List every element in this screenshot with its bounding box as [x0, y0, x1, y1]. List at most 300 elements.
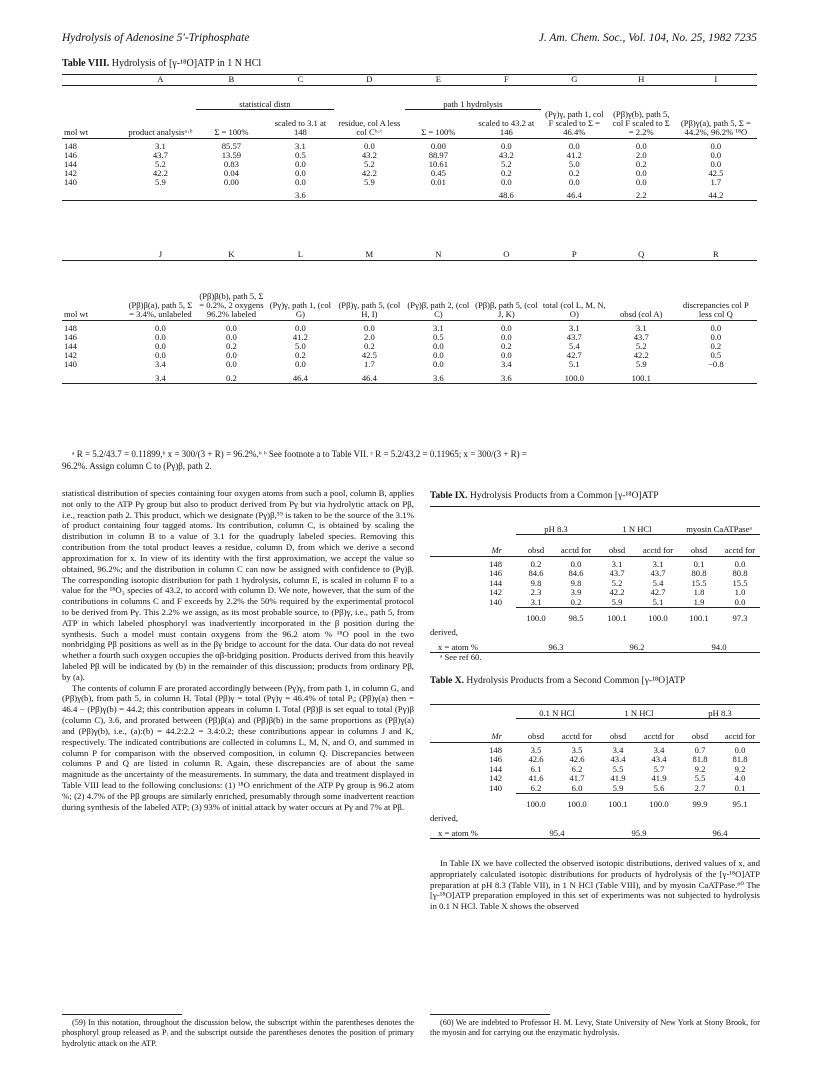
- table-cell: 48.6: [472, 187, 541, 201]
- sub-header: obsd: [516, 719, 556, 743]
- table-cell: 0.0: [295, 359, 306, 370]
- table-cell: 4.0: [734, 773, 746, 784]
- table-cell: 0.2: [500, 167, 512, 178]
- table-cell: 0.83: [223, 158, 239, 169]
- table-cell: 88.97: [428, 149, 449, 160]
- table-row: [430, 579, 760, 588]
- table-cell: [125, 187, 196, 201]
- table10-caption-label: Table X.: [430, 676, 464, 686]
- table-row: [62, 342, 757, 351]
- table-cell: 0.0: [635, 140, 647, 151]
- row-mw-cell: 148: [489, 559, 502, 569]
- running-header-left: Hydrolysis of Adenosine 5′-Triphosphate: [62, 32, 250, 44]
- table-cell: 46.4: [334, 369, 405, 383]
- table-cell: 9.8: [530, 577, 542, 588]
- derived-x-value: 95.9: [598, 824, 680, 839]
- table-cell: 0.0: [295, 323, 306, 334]
- col-letter: F: [472, 75, 541, 86]
- footnote-59: (59) In this notation, throughout the discussion below, the subscript within the parentheses denotes the phosphoryl group released as Pᵢ and the subscript outside the parentheses denotes the position of primary hydrolytic attack on the ATP.: [62, 1018, 414, 1048]
- table8-footnote-line: 96.2%. Assign column C to (Pγ)β, path 2.: [62, 461, 212, 472]
- table-cell: 0.0: [710, 158, 722, 169]
- sub-header: acctd for: [556, 535, 596, 557]
- table-cell: 42.2: [152, 167, 168, 178]
- table-cell: 0.0: [500, 332, 512, 343]
- col-letter: I: [675, 75, 757, 86]
- table9-footnote: ᵃ See ref 60.: [440, 652, 482, 662]
- table-cell: [405, 187, 472, 201]
- table-cell: 0.0: [570, 559, 582, 569]
- table-cell: 5.2: [364, 158, 375, 169]
- sum-cell: 100.0: [556, 794, 598, 810]
- col-letter: C: [267, 75, 334, 86]
- sum-row: [62, 369, 757, 383]
- table8-caption-text: Hydrolysis of [γ-¹⁸O]ATP in 1 N HCl: [111, 58, 262, 69]
- sum-cell: 100.1: [596, 608, 638, 624]
- table-row: [62, 351, 757, 360]
- mol-wt-header: mol wt: [62, 261, 125, 321]
- table-cell: 44.2: [675, 187, 757, 201]
- col-letter: E: [405, 75, 472, 86]
- table-cell: 43.4: [610, 754, 626, 765]
- table-cell: 5.0: [295, 341, 306, 352]
- table-row: [430, 557, 760, 570]
- table-cell: 41.7: [569, 773, 585, 784]
- mr-header: Mr: [430, 719, 516, 743]
- col-J-header: (Pβ)β(a), path 5, Σ = 3.4%, unlabeled: [125, 261, 196, 321]
- table-cell: 42.5: [708, 167, 724, 178]
- table-row: [430, 755, 760, 764]
- table-cell: 43.7: [609, 568, 625, 579]
- table-cell: 2.7: [694, 782, 706, 793]
- table-cell: 0.2: [226, 341, 237, 352]
- table-cell: 10.61: [428, 158, 449, 169]
- table-cell: 0.00: [223, 176, 239, 187]
- table-cell: 0.0: [734, 596, 746, 607]
- row-mw-cell: 148: [64, 140, 77, 151]
- table-cell: 0.0: [295, 176, 306, 187]
- col-L-header: (Pγ)γ, path 1, (col G): [267, 261, 334, 321]
- table-cell: 0.2: [500, 341, 512, 352]
- row-mw-cell: 146: [489, 568, 502, 579]
- table-row: [430, 774, 760, 783]
- table-cell: 0.2: [635, 158, 647, 169]
- table-cell: 0.01: [430, 176, 446, 187]
- body-paragraph: In Table IX we have collected the observed isotopic distributions, derived values of x, and appropriately calculated isotopic distributions for products of hydrolysis of the [γ-¹⁸O]ATP preparation at pH 8.3 (Table VII), in 1 N HCl (Table VIII), and by myosin CaATPase.⁶⁰ The [γ-¹⁸O]ATP preparation employed in this set of experiments was not subjected to hydrolysis in 0.1 N HCl. Table X shows the observed: [430, 858, 760, 912]
- sum-cell: 97.3: [720, 608, 760, 624]
- table-cell: 42.5: [361, 350, 377, 361]
- row-mw-cell: 140: [64, 359, 77, 370]
- col-E-header: Σ = 100%: [405, 110, 472, 139]
- sub-header: acctd for: [638, 535, 678, 557]
- sub-header: obsd: [598, 719, 638, 743]
- table-cell: 100.0: [541, 369, 608, 383]
- table-row: [430, 743, 760, 756]
- row-mw-cell: 146: [64, 149, 77, 160]
- derived-x-value: 96.3: [516, 638, 596, 653]
- table-cell: 42.2: [361, 167, 377, 178]
- table10-group-header: pH 8.3: [680, 705, 760, 719]
- table-cell: 5.1: [652, 596, 664, 607]
- table9-group-header: 1 N HCl: [596, 507, 678, 535]
- col-K-header: (Pβ)β(b), path 5, Σ = 0.2%, 2 oxygens 96.2% labeled: [196, 261, 267, 321]
- table-cell: 43.4: [651, 754, 667, 765]
- table-cell: 6.2: [530, 782, 542, 793]
- table-cell: 85.57: [221, 140, 242, 151]
- table-cell: 5.9: [611, 596, 623, 607]
- table-cell: 3.4: [612, 745, 624, 755]
- sub-header: obsd: [596, 535, 638, 557]
- table9-caption: [430, 491, 659, 501]
- table-cell: 0.0: [432, 350, 444, 361]
- table-row: [430, 588, 760, 597]
- table-cell: 0.0: [364, 140, 375, 151]
- table-cell: 46.4: [267, 369, 334, 383]
- table-cell: 0.0: [500, 323, 512, 334]
- col-D-header: residue, col A less col Cᵇ·ᶜ: [334, 110, 405, 139]
- x-atom-label: x = atom %: [430, 638, 516, 653]
- table-cell: 0.0: [635, 167, 647, 178]
- running-header-right: J. Am. Chem. Soc., Vol. 104, No. 25, 1982 7235: [538, 32, 757, 44]
- table-cell: 0.0: [295, 158, 306, 169]
- table-cell: 0.0: [568, 140, 580, 151]
- table9-caption-label: Table IX.: [430, 491, 468, 501]
- row-mw-cell: 144: [64, 341, 77, 352]
- table-cell: 41.9: [610, 773, 626, 784]
- table-cell: 2.0: [364, 332, 375, 343]
- table-row: [62, 138, 757, 151]
- table10-caption-text: Hydrolysis Products from a Second Common [γ-¹⁸O]ATP: [466, 676, 686, 686]
- table-cell: 81.8: [732, 754, 748, 765]
- table-cell: 0.0: [155, 350, 166, 361]
- body-paragraph: The contents of column F are prorated accordingly between (Pγ)γ, from path 1, in column G, and (Pβ)γ(b), from path 5, in column H. Total (Pβ)γ = total (Pγ)γ = 46.4% of total Pᵢ; (Pβ)γ(a) then = 46.4 − (Pβ)γ(b) = 44.2; this contribution appears in column I. Total (Pβ)β is set equal to total (Pγ)β (column C), 3.6, and prorated between (Pβ)β(a) and (Pβ)β(b) in the same proportions as (Pβ)γ(a) and (Pβ)γ(b), i.e., (a):(b) = 44.2:2.2 = 3.4:0.2; these contributions appear in columns J and K, respectively. The indicated contributions are collected in columns L, M, N, and O, and summed in column P for comparison with the observed composition, in column Q. Discrepancies between columns P and Q are listed in column R. Again, these discrepancies are of about the same magnitude as the uncertainty of the measurements. In summary, the data and treatment displayed in Table VIII lead to the following conclusions: (1) ¹⁸O enrichment of the ATP Pγ group is 96.2 atom %; (2) 4.7% of the Pβ groups are similarly enriched, presumably through some inadvertent reaction during synthesis of the labeled ATP; (3) 93% of initial attack by water occurs at Pγ and 7% at Pβ.: [62, 682, 414, 812]
- table-cell: 43.2: [498, 149, 514, 160]
- derived-x-value: 96.2: [596, 638, 678, 653]
- sub-header: obsd: [678, 535, 720, 557]
- table-cell: 2.3: [530, 587, 542, 598]
- table-cell: 3.4: [500, 359, 512, 370]
- table-cell: 3.1: [295, 140, 306, 151]
- table-cell: 5.2: [611, 577, 623, 588]
- sum-row: [430, 794, 760, 810]
- table-cell: 41.2: [292, 332, 308, 343]
- col-P-header: total (col L, M, N, O): [541, 261, 608, 321]
- table-row: [430, 569, 760, 578]
- row-mw-cell: 144: [489, 763, 502, 774]
- table-cell: 3.4: [155, 359, 166, 370]
- table-cell: 100.1: [608, 369, 675, 383]
- table-cell: 15.5: [691, 577, 707, 588]
- statistical-distn-header: statistical distn: [196, 86, 334, 110]
- table-cell: 1.9: [693, 596, 705, 607]
- table-cell: 0.5: [295, 149, 306, 160]
- table-cell: 43.7: [633, 332, 649, 343]
- table-cell: 0.45: [430, 167, 446, 178]
- table-cell: 9.2: [694, 763, 706, 774]
- table-cell: 5.4: [568, 341, 580, 352]
- row-mw-cell: 140: [64, 176, 77, 187]
- mr-header: Mr: [430, 535, 516, 557]
- table-cell: 5.4: [652, 577, 664, 588]
- col-letter: P: [541, 250, 608, 261]
- table8-caption: [62, 58, 261, 69]
- table-cell: 5.9: [364, 176, 375, 187]
- sub-header: obsd: [516, 535, 556, 557]
- table10: [430, 704, 760, 839]
- table-cell: 5.0: [568, 158, 580, 169]
- row-mw-cell: 142: [489, 773, 502, 784]
- table-row: [62, 333, 757, 342]
- sum-row: [62, 187, 757, 201]
- table-cell: 41.9: [651, 773, 667, 784]
- table-cell: 81.8: [692, 754, 708, 765]
- table-cell: 3.4: [125, 369, 196, 383]
- derived-x-value: 95.4: [516, 824, 598, 839]
- row-mw-cell: 144: [64, 158, 77, 169]
- table-cell: 3.9: [570, 587, 582, 598]
- row-mw-cell: 142: [64, 167, 77, 178]
- table-cell: [334, 187, 405, 201]
- col-letter: J: [125, 250, 196, 261]
- table-row: [430, 765, 760, 774]
- col-Q-header: obsd (col A): [608, 261, 675, 321]
- table-cell: 0.0: [226, 332, 237, 343]
- table-cell: 5.2: [155, 158, 166, 169]
- table-cell: 0.5: [710, 350, 722, 361]
- table-cell: 43.7: [650, 568, 666, 579]
- table-cell: 5.1: [568, 359, 580, 370]
- table-cell: 0.1: [693, 559, 705, 569]
- table-cell: 5.5: [694, 773, 706, 784]
- table-cell: 42.2: [633, 350, 649, 361]
- table-cell: 3.6: [472, 369, 541, 383]
- col-B-header: Σ = 100%: [196, 110, 267, 139]
- table-cell: 6.1: [530, 763, 542, 774]
- row-mw-cell: 146: [489, 754, 502, 765]
- table-cell: 0.0: [710, 140, 722, 151]
- table-cell: [196, 187, 267, 201]
- table-cell: 1.7: [364, 359, 375, 370]
- table-cell: 9.2: [734, 763, 746, 774]
- table-cell: 1.8: [693, 587, 705, 598]
- left-column-text: [62, 488, 414, 812]
- table-cell: 0.04: [223, 167, 239, 178]
- row-mw-cell: [62, 369, 125, 383]
- table-cell: 3.6: [267, 187, 334, 201]
- table10-caption: [430, 676, 760, 688]
- table-cell: 42.2: [609, 587, 625, 598]
- table-cell: 42.6: [569, 754, 585, 765]
- table-cell: 5.9: [612, 782, 624, 793]
- table-cell: 42.7: [566, 350, 582, 361]
- mol-wt-header: mol wt: [62, 110, 125, 139]
- col-letter: B: [196, 75, 267, 86]
- derived-x-value: 94.0: [678, 638, 760, 653]
- table-cell: 0.0: [568, 176, 580, 187]
- derived-x-value: 96.4: [680, 824, 760, 839]
- table-row: [62, 360, 757, 369]
- table-cell: 5.6: [653, 782, 665, 793]
- sum-cell: 100.1: [678, 608, 720, 624]
- table8-part1: [62, 74, 757, 201]
- sum-cell: 98.5: [556, 608, 596, 624]
- table-cell: 1.0: [734, 587, 746, 598]
- sub-header: acctd for: [638, 719, 680, 743]
- sum-cell: 100.0: [638, 794, 680, 810]
- col-C-header: scaled to 3.1 at 148: [267, 110, 334, 139]
- table-cell: 80.8: [691, 568, 707, 579]
- table9-group-header: pH 8.3: [516, 507, 596, 535]
- sum-cell: 99.9: [680, 794, 720, 810]
- table-cell: 0.2: [568, 167, 580, 178]
- col-R-header: discrepancies col P less col Q: [675, 261, 757, 321]
- table9: [430, 506, 760, 653]
- table-cell: 3.1: [611, 559, 623, 569]
- table-cell: 0.0: [226, 350, 237, 361]
- table-cell: 6.2: [571, 763, 583, 774]
- table-cell: 13.59: [221, 149, 242, 160]
- table-cell: 5.2: [635, 341, 647, 352]
- table-cell: 3.1: [635, 323, 647, 334]
- table-cell: 41.2: [566, 149, 582, 160]
- table-cell: 0.0: [155, 323, 166, 334]
- table8-footnote-line: ᵃ R = 5.2/43.7 = 0.11899,ᵇ x = 300/(3 + R) = 96.2%.ᵇ ᵇ See footnote a to Table VII. ᶜ R = 5.2/43.2 = 0.11965; x = 300/(3 + R) =: [72, 449, 527, 459]
- col-M-header: (Pβ)γ, path 5, (col H, I): [334, 261, 405, 321]
- table-cell: 0.0: [432, 341, 444, 352]
- table8-caption-label: Table VIII.: [62, 58, 110, 69]
- table-cell: 3.6: [405, 369, 472, 383]
- table-cell: 84.6: [568, 568, 584, 579]
- col-letter: H: [608, 75, 675, 86]
- table-cell: 3.5: [571, 745, 583, 755]
- col-letter: D: [334, 75, 405, 86]
- table8-footnotes: [62, 448, 762, 472]
- col-I-header: (Pβ)γ(a), path 5, Σ = 44.2%, 96.2% ¹⁸O: [675, 110, 757, 139]
- col-H-header: (Pβ)γ(b), path 5, col F scaled to Σ = 2.2%: [608, 110, 675, 139]
- row-mw-cell: 148: [489, 745, 502, 755]
- table-cell: 0.0: [432, 359, 444, 370]
- table-cell: [675, 369, 757, 383]
- sub-header: acctd for: [720, 535, 760, 557]
- row-mw-cell: 142: [64, 350, 77, 361]
- body-paragraph: statistical distribution of species containing four oxygen atoms from such a pool, column B, applies not only to the ATP Pγ group but also to product derived from Pγ but via hydrolytic attack on Pβ, i.e., reaction path 2. This product, which we designate (Pγ)β,⁵⁹ is taken to be the source of the 3.1% of product containing four tagged atoms. Its contribution, column C, is obtained by scaling the distribution in column B to a value of 3.1 for the quadruply labeled species. Removing this contribution from the total product leaves a residue, column D, from which we derive a second approximation for x. In view of its identity with the first approximation, we accept the value so obtained, 96.2%; and the distribution in column C can now be assigned with confidence to (Pγ)β. The corresponding isotopic distribution for path 1 hydrolysis, column E, is scaled in column F to a value for the ¹⁸O₃ species of 43.2, to accord with column D. We note, however, that the sum of the contributions in columns C and F exceeds by 2.2% the 50% required by the experimental protocol to be derived from Pγ. This 2.2% we assign, as its most probable source, to (Pβ)γ, i.e., path 5, from ATP in which labeled phosphoryl was inadvertently incorporated in the β position during the synthesis. Such a model must contain oxygens from the 96.2 atom % ¹⁸O pool in the two nonbridging Pβ positions as well as in the βγ bridge to account for the data. Our data do not reveal whether a fourth such oxygen occupies the αβ-bridging position. Products derived from this heavily labeled Pβ will be indicated by (b) in the remainder of this discussion; products from ordinary Pβ, by (a).: [62, 488, 414, 682]
- table-cell: 0.0: [635, 176, 647, 187]
- row-mw-cell: 144: [489, 577, 502, 588]
- table-cell: 84.6: [528, 568, 544, 579]
- row-mw-cell: [62, 187, 125, 201]
- table9-caption-text: Hydrolysis Products from a Common [γ-¹⁸O]ATP: [470, 491, 659, 501]
- col-O-header: (Pβ)β, path 5, (col J, K): [472, 261, 541, 321]
- table-cell: 43.7: [566, 332, 582, 343]
- sum-cell: 100.1: [598, 794, 638, 810]
- right-column-text: [430, 858, 760, 912]
- col-N-header: (Pγ)β, path 2, (col C): [405, 261, 472, 321]
- path1-hydrolysis-header: path 1 hydrolysis: [405, 86, 541, 110]
- table-cell: 0.5: [432, 332, 444, 343]
- table-cell: 0.0: [710, 323, 722, 334]
- table-cell: 5.9: [155, 176, 166, 187]
- table-cell: 0.0: [500, 140, 512, 151]
- table-cell: 3.1: [652, 559, 664, 569]
- table-cell: 0.2: [570, 596, 582, 607]
- table-cell: 5.7: [653, 763, 665, 774]
- table10-group-header: 1 N HCl: [598, 705, 680, 719]
- table-cell: 3.1: [155, 140, 166, 151]
- table-row: [62, 178, 757, 187]
- table10-group-header: 0.1 N HCl: [516, 705, 598, 719]
- sub-header: acctd for: [720, 719, 760, 743]
- table-cell: 0.1: [734, 782, 746, 793]
- table-cell: 2.0: [635, 149, 647, 160]
- table-cell: 15.5: [732, 577, 748, 588]
- derived-label: derived,: [430, 813, 458, 824]
- row-mw-cell: 142: [489, 587, 502, 598]
- table-row: [430, 784, 760, 794]
- row-mw-cell: 148: [64, 323, 77, 334]
- table-cell: 0.2: [530, 559, 542, 569]
- table-cell: 41.6: [528, 773, 544, 784]
- table-cell: 3.5: [530, 745, 542, 755]
- x-atom-label: x = atom %: [430, 824, 516, 839]
- footnote-rule: [62, 1014, 182, 1015]
- table-cell: 5.9: [635, 359, 647, 370]
- table-cell: 2.2: [608, 187, 675, 201]
- table-row: [62, 151, 757, 160]
- table-cell: 0.2: [710, 341, 722, 352]
- col-G-header: (Pγ)γ, path 1, col F scaled to Σ = 46.4%: [541, 110, 608, 139]
- table-cell: 3.4: [653, 745, 665, 755]
- table-cell: 0.2: [364, 341, 375, 352]
- table-cell: 0.0: [500, 350, 512, 361]
- table-cell: 9.8: [570, 577, 582, 588]
- table-cell: 46.4: [541, 187, 608, 201]
- table-cell: 0.00: [430, 140, 446, 151]
- col-A-header: product analysisᵃ·ᵇ: [125, 110, 196, 139]
- table-cell: 6.0: [571, 782, 583, 793]
- table-cell: 3.1: [568, 323, 580, 334]
- table-cell: 43.2: [361, 149, 377, 160]
- table-cell: 0.0: [734, 559, 746, 569]
- col-letter: A: [125, 75, 196, 86]
- table-row: [62, 169, 757, 178]
- sub-header: obsd: [680, 719, 720, 743]
- table-cell: 80.8: [732, 568, 748, 579]
- col-letter: K: [196, 250, 267, 261]
- col-letter: L: [267, 250, 334, 261]
- table-cell: 3.1: [432, 323, 444, 334]
- table-cell: 0.0: [710, 332, 722, 343]
- sum-cell: 100.0: [516, 608, 556, 624]
- col-F-header: scaled to 43.2 at 146: [472, 110, 541, 139]
- col-letter: N: [405, 250, 472, 261]
- table-cell: 0.0: [364, 323, 375, 334]
- sub-header: acctd for: [556, 719, 598, 743]
- row-mw-cell: 140: [489, 597, 502, 608]
- table-row: [62, 321, 757, 334]
- sum-cell: 100.0: [638, 608, 678, 624]
- table9-group-header: myosin CaATPaseᵃ: [678, 507, 760, 535]
- table-cell: 0.0: [295, 167, 306, 178]
- sum-row: [430, 608, 760, 624]
- derived-label: derived,: [430, 627, 458, 638]
- table-cell: 0.2: [295, 350, 306, 361]
- table-cell: −0.8: [708, 359, 724, 370]
- col-letter: R: [675, 250, 757, 261]
- col-letter: Q: [608, 250, 675, 261]
- sum-cell: 100.0: [516, 794, 556, 810]
- table-cell: 0.0: [500, 176, 512, 187]
- table-cell: 0.2: [196, 369, 267, 383]
- row-mw-cell: 140: [489, 783, 502, 794]
